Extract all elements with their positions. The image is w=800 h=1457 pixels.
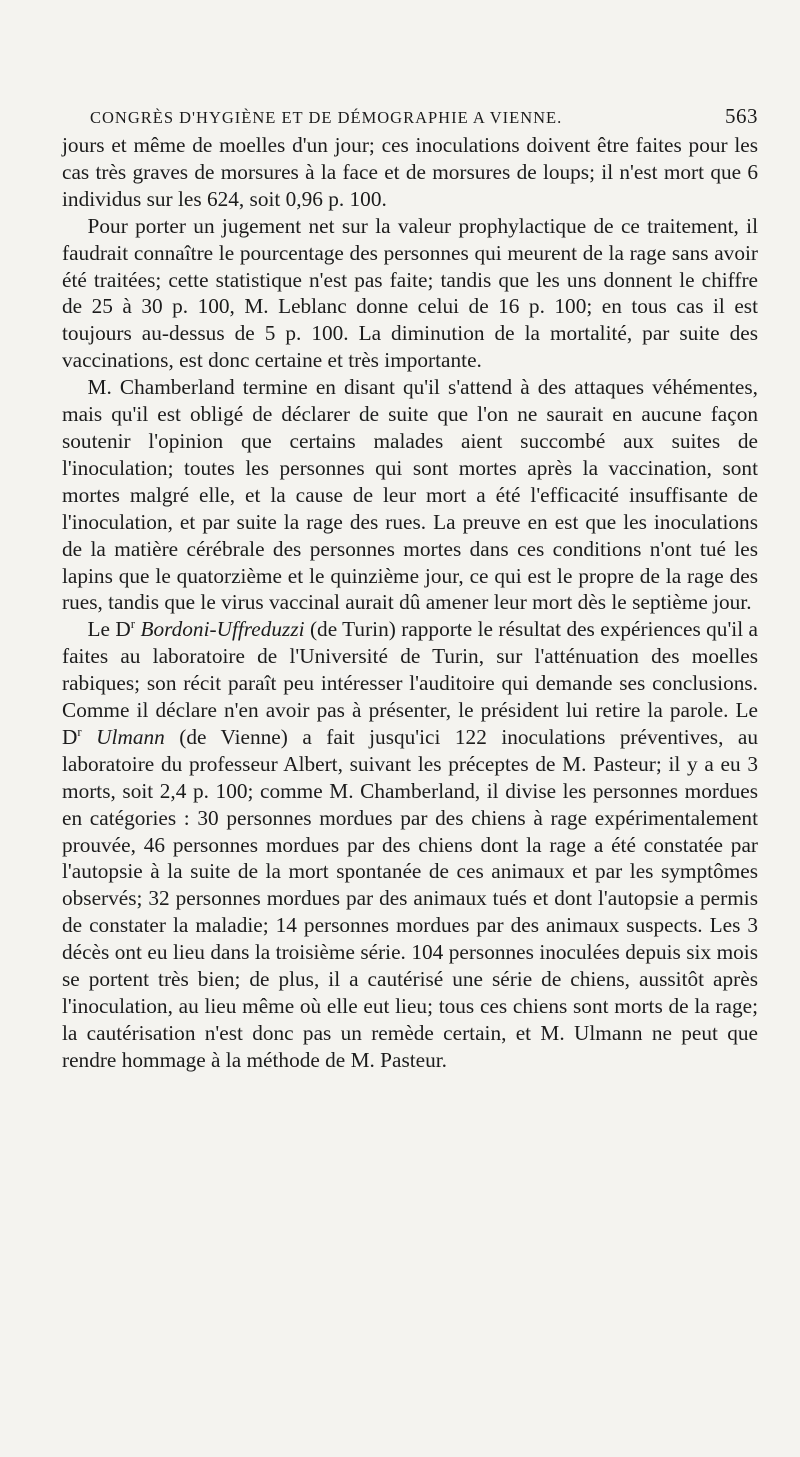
paragraph-chamberland: M. Chamberland termine en disant qu'il s'attend à des attaques véhémentes, mais qu'il est obligé de déclarer de suite que l'on ne saurait en aucune façon soutenir l'opinion que certains malades aient succombé aux suites de l'inoculation; toutes les personnes qui sont mortes après la vaccination, sont mortes malgré elle, et la cause de leur mort a été l'efficacité insuffisante de l'inoculation, et par suite la rage des rues. La preuve en est que les inoculations de la matière cérébrale des personnes mortes dans ces conditions n'ont tué les lapins que le quatorzième et le quinzième jour, ce qui est le propre de la rage des rues, tandis que le virus vaccinal aurait dû amener leur mort dès le septième jour.	[62, 375, 758, 615]
text-run: (de Vienne) a fait jusqu'ici 122 inoculations préventives, au laboratoire du professeur Albert, suivant les préceptes de M. Pasteur; il y a eu 3 morts, soit 2,4 p. 100; comme M. Chamberland, il divise les personnes mordues en catégories : 30 personnes mordues par des chiens à rage expérimentalement prouvée, 46 personnes mordues par des chiens dont la rage a été constatée par l'autopsie à la suite de la mort spontanée de ces animaux et par les symptômes observés; 32 personnes mordues par des animaux tués et dont l'autopsie a permis de constater la maladie; 14 personnes mordues par des animaux suspects. Les 3 décès ont eu lieu dans la troisième série. 104 personnes inoculées depuis six mois se portent très bien; de plus, il a cautérisé une série de chiens, aussitôt après l'inoculation, au lieu même où elle eut lieu; tous ces chiens sont morts de la rage; la cautérisation n'est donc pas un remède certain, et M. Ulmann ne peut que rendre hommage à la méthode de M. Pasteur.	[62, 724, 758, 1072]
document-page	[62, 104, 758, 1074]
author-name: Ulmann	[96, 724, 165, 749]
text-run: Le D	[87, 617, 131, 642]
text-run: (de Turin) rapporte le résultat des expériences qu'il a faites au laboratoire de l'Université de Turin, sur l'atténuation des moelles rabiques; son récit paraît peu intéresser l'auditoire qui demande ses conclusions. Comme il déclare n'en avoir pas à présenter, le président lui retire la parole. Le D	[62, 617, 758, 749]
paragraph-bordoni-ulmann	[62, 616, 758, 1073]
header-title: CONGRÈS D'HYGIÈNE ET DE DÉMOGRAPHIE A VIENNE.	[90, 108, 563, 127]
paragraph-prophylactic-value: Pour porter un jugement net sur la valeur prophylactique de ce traitement, il faudrait connaître le pourcentage des personnes qui meurent de la rage sans avoir été traitées; cette statistique n'est pas faite; tandis que les uns donnent le chiffre de 25 à 30 p. 100, M. Leblanc donne celui de 16 p. 100; en tous cas il est toujours au-dessus de 5 p. 100. La diminution de la mortalité, par suite des vaccinations, est donc certaine et très importante.	[62, 213, 758, 373]
superscript: r	[77, 724, 82, 739]
page-number: 563	[725, 104, 758, 128]
paragraph-continued: jours et même de moelles d'un jour; ces inoculations doivent être faites pour les cas très graves de morsures à la face et de morsures de loups; il n'est mort que 6 individus sur les 624, soit 0,96 p. 100.	[62, 133, 758, 211]
superscript: r	[130, 617, 136, 632]
running-header	[90, 104, 758, 132]
author-name: Bordoni-Uffreduzzi	[140, 617, 305, 642]
